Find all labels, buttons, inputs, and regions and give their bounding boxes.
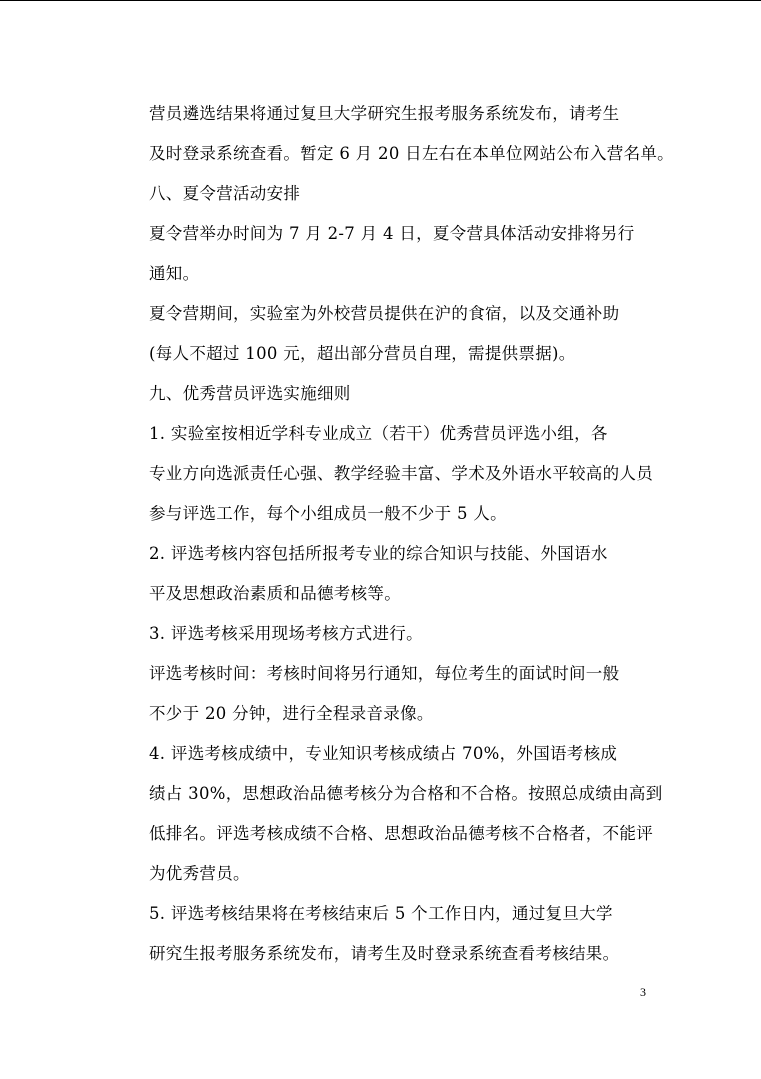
- text-line: 低排名。评选考核成绩不合格、思想政治品德考核不合格者，不能评: [149, 824, 653, 843]
- text-line: 平及思想政治素质和品德考核等。: [149, 584, 401, 603]
- paragraph-rule-5: [116, 894, 648, 974]
- page-number: 3: [640, 985, 646, 999]
- document-body: [116, 94, 674, 974]
- text-line: 参与评选工作，每个小组成员一般不少于 5 人。: [149, 504, 507, 523]
- text-line: 为优秀营员。: [149, 864, 250, 883]
- page-top-border: [0, 0, 761, 1]
- text-line: 夏令营期间，实验室为外校营员提供在沪的食宿，以及交通补助: [149, 304, 620, 323]
- text-line: 3. 评选考核采用现场考核方式进行。: [149, 624, 423, 643]
- text-line: 2. 评选考核内容包括所报考专业的综合知识与技能、外国语水: [149, 544, 608, 563]
- text-line: 夏令营举办时间为 7 月 2-7 月 4 日，夏令营具体活动安排将另行: [149, 224, 635, 243]
- text-line: 4. 评选考核成绩中，专业知识考核成绩占 70%，外国语考核成: [149, 744, 618, 763]
- text-line: 评选考核时间：考核时间将另行通知，每位考生的面试时间一般: [149, 664, 620, 683]
- text-line: 不少于 20 分钟，进行全程录音录像。: [149, 704, 434, 723]
- paragraph-selection-results: [116, 94, 674, 174]
- text-line: 营员遴选结果将通过复旦大学研究生报考服务系统发布，请考生: [149, 104, 620, 123]
- text-line: 绩占 30%，思想政治品德考核分为合格和不合格。按照总成绩由高到: [149, 784, 663, 803]
- text-line: 研究生报考服务系统发布，请考生及时登录系统查看考核结果。: [149, 944, 620, 963]
- paragraph-rule-2: [116, 534, 648, 614]
- text-line: 1. 实验室按相近学科专业成立（若干）优秀营员评选小组，各: [149, 424, 608, 443]
- paragraph-accommodation: [116, 294, 648, 374]
- paragraph-rule-4: [116, 734, 663, 894]
- text-line: 及时登录系统查看。暂定 6 月 20 日左右在本单位网站公布入营名单。: [149, 144, 674, 163]
- paragraph-rule-1: [116, 414, 653, 534]
- text-line: 专业方向选派责任心强、教学经验丰富、学术及外语水平较高的人员: [149, 464, 653, 483]
- text-line: (每人不超过 100 元，超出部分营员自理，需提供票据)。: [149, 344, 576, 363]
- section-heading-selection-rules: 九、优秀营员评选实施细则: [149, 384, 351, 403]
- section-heading-camp-schedule: 八、夏令营活动安排: [149, 184, 301, 203]
- paragraph-assessment-time: [116, 654, 648, 734]
- paragraph-camp-dates: [116, 214, 648, 294]
- text-line: 通知。: [149, 264, 200, 283]
- text-line: 5. 评选考核结果将在考核结束后 5 个工作日内，通过复旦大学: [149, 904, 613, 923]
- paragraph-rule-3: [116, 614, 648, 654]
